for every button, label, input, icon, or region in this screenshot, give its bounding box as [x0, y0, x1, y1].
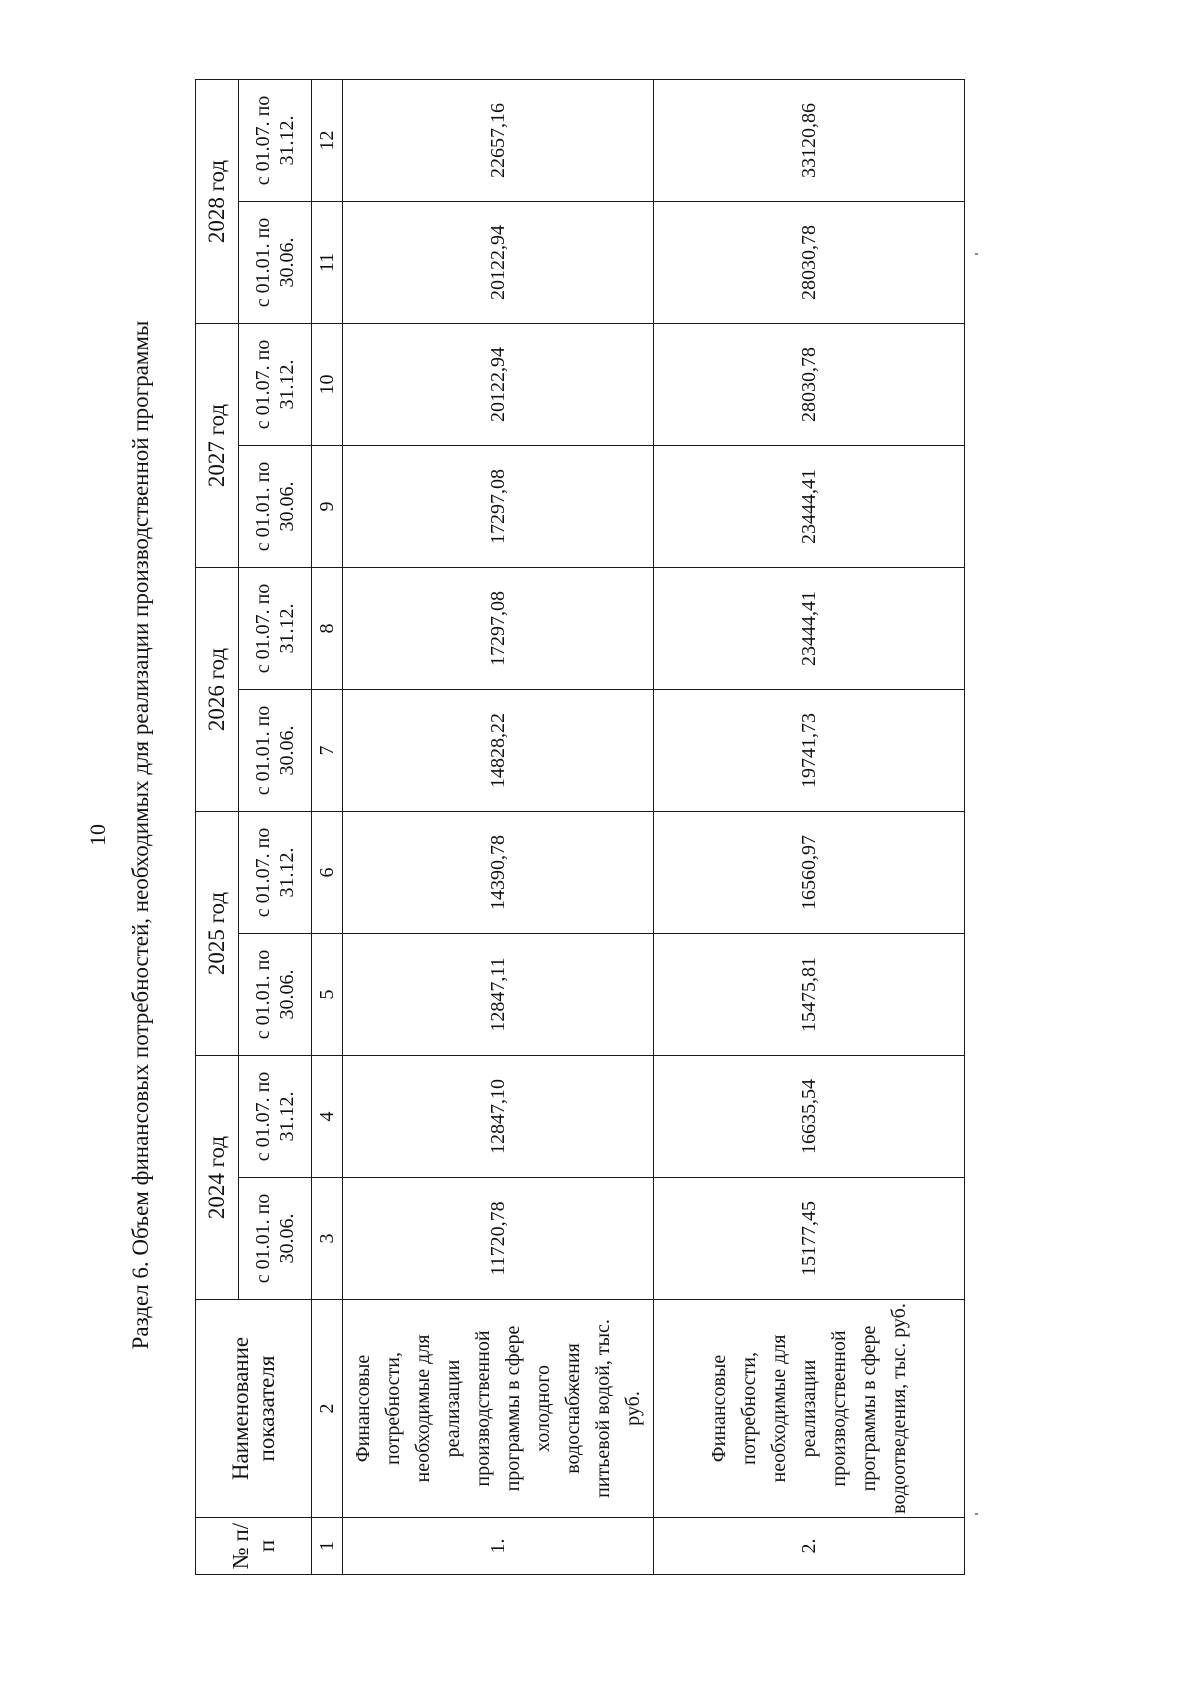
- value-cell: 28030,78: [654, 324, 965, 446]
- header-period-second: с 01.07. по 31.12.: [239, 324, 312, 446]
- value-cell: 16635,54: [654, 1056, 965, 1178]
- header-period-second: с 01.07. по 31.12.: [239, 812, 312, 934]
- table-row: [654, 80, 965, 1575]
- column-number: 7: [312, 690, 343, 812]
- value-cell: 20122,94: [343, 202, 654, 324]
- indicator-name: Финансовые потребности, необходимые для реализации производственной программы в сфере водоотведения, тыс. руб.: [654, 1300, 965, 1518]
- value-cell: 20122,94: [343, 324, 654, 446]
- column-number: 11: [312, 202, 343, 324]
- table-row: [343, 80, 654, 1575]
- row-number: 2.: [654, 1518, 965, 1575]
- value-cell: 15177,45: [654, 1178, 965, 1300]
- value-cell: 11720,78: [343, 1178, 654, 1300]
- value-cell: 33120,86: [654, 80, 965, 202]
- value-cell: 19741,73: [654, 690, 965, 812]
- row-number: 1.: [343, 1518, 654, 1575]
- column-number: 6: [312, 812, 343, 934]
- value-cell: 23444,41: [654, 568, 965, 690]
- value-cell: 15475,81: [654, 934, 965, 1056]
- header-period-first: с 01.01. по 30.06.: [239, 446, 312, 568]
- column-number: 5: [312, 934, 343, 1056]
- header-year: 2025 год: [196, 812, 239, 1056]
- value-cell: 12847,11: [343, 934, 654, 1056]
- value-cell: 16560,97: [654, 812, 965, 934]
- header-period-first: с 01.01. по 30.06.: [239, 202, 312, 324]
- column-number: 10: [312, 324, 343, 446]
- indicator-name: Финансовые потребности, необходимые для реализации производственной программы в сфере холодного водоснабжения питьевой водой, тыс. руб.: [343, 1300, 654, 1518]
- header-col-num: № п/п: [196, 1518, 312, 1575]
- column-number: 8: [312, 568, 343, 690]
- header-col-name: Наименование показателя: [196, 1300, 312, 1518]
- column-number: 12: [312, 80, 343, 202]
- header-period-second: с 01.07. по 31.12.: [239, 568, 312, 690]
- column-number: 2: [312, 1300, 343, 1518]
- column-number: 9: [312, 446, 343, 568]
- header-row-years: [196, 80, 239, 1575]
- scan-speck: [975, 253, 978, 255]
- column-number: 3: [312, 1178, 343, 1300]
- scan-speck: [975, 1513, 978, 1515]
- value-cell: 28030,78: [654, 202, 965, 324]
- column-number: 1: [312, 1518, 343, 1575]
- header-year: 2028 год: [196, 80, 239, 324]
- header-period-first: с 01.01. по 30.06.: [239, 1178, 312, 1300]
- financial-needs-table: [195, 79, 965, 1575]
- header-row-column-numbers: [312, 80, 343, 1575]
- value-cell: 22657,16: [343, 80, 654, 202]
- value-cell: 17297,08: [343, 446, 654, 568]
- column-number: 4: [312, 1056, 343, 1178]
- value-cell: 12847,10: [343, 1056, 654, 1178]
- header-period-first: с 01.01. по 30.06.: [239, 934, 312, 1056]
- page-number: 10: [85, 824, 110, 846]
- section-title: Раздел 6. Объем финансовых потребностей, необходимых для реализации производственной программы: [128, 320, 153, 1350]
- header-year: 2027 год: [196, 324, 239, 568]
- header-year: 2026 год: [196, 568, 239, 812]
- value-cell: 23444,41: [654, 446, 965, 568]
- value-cell: 17297,08: [343, 568, 654, 690]
- header-period-second: с 01.07. по 31.12.: [239, 80, 312, 202]
- value-cell: 14390,78: [343, 812, 654, 934]
- header-period-second: с 01.07. по 31.12.: [239, 1056, 312, 1178]
- header-period-first: с 01.01. по 30.06.: [239, 690, 312, 812]
- value-cell: 14828,22: [343, 690, 654, 812]
- document-page: [60, 15, 1060, 1655]
- header-year: 2024 год: [196, 1056, 239, 1300]
